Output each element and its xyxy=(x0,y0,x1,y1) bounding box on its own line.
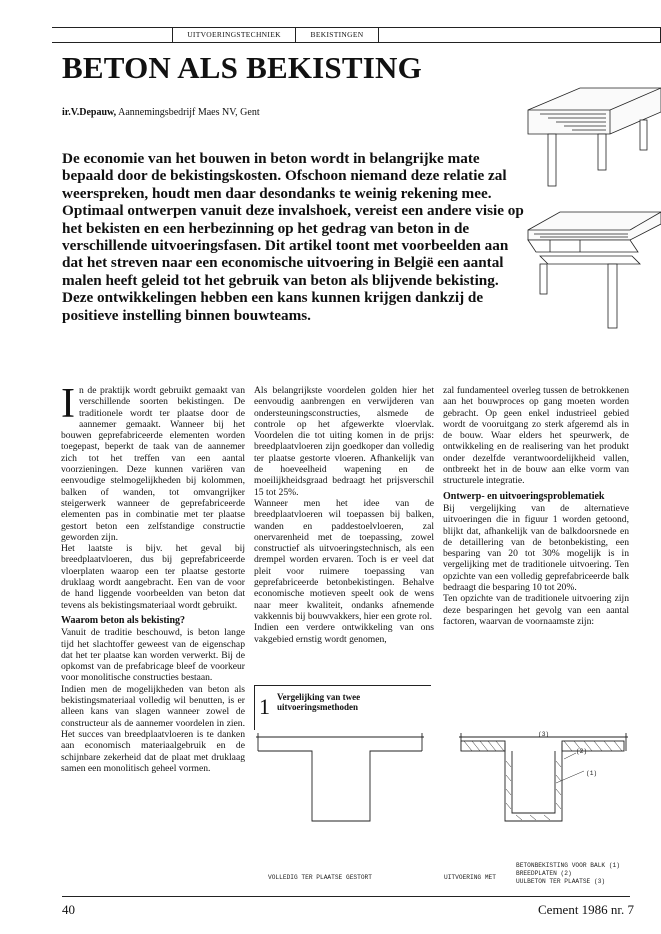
col2-p1: Als belangrijkste voordelen golden hier het eenvoudig aanbrengen en verwijderen van ondersteuningsconstructies, alsmede de controle op het afgewerkte vloervlak. Voordelen die tot uiting komen in de prijs: breedplaatvloeren zijn goedkoper dan volledig ter plaatse gestorte vloeren. Afhankelijk van de hoeveelheid wapening en de moeilijkheidsgraad bedraagt het prijsverschil 15 tot 25%. xyxy=(254,385,434,498)
section-tab-bekistingen: BEKISTINGEN xyxy=(295,28,379,42)
col2-p2: Wanneer men het idee van de breedplaatvloeren wil toepassen bij balken, wanden en paddestoelvloeren, zal onervarenheid met de toepassing, zowel constructief als uitvoeringstechnisch, als een drempel worden ervaren. Toch is er veel dat pleit voor ruimere toepassing van geprefabriceerde betonbekistingen. Behalve economische motieven speelt ook de wens naar meer kwaliteit, ondanks afnemende vakkennis bij bouwvakkers, hier een grote rol. xyxy=(254,497,434,622)
drop-cap: I xyxy=(61,381,75,427)
formwork-illustration xyxy=(520,40,661,340)
figure-label-box xyxy=(254,685,431,730)
text-column-2 xyxy=(254,385,434,645)
figure-number: 1 xyxy=(259,694,270,719)
subheading-ontwerp: Ontwerp- en uitvoeringsproblematiek xyxy=(443,490,605,502)
col3-p1: zal fundamenteel overleg tussen de betrokkenen aan het bouwproces op gang moeten worden gebracht. Op geen enkel industrieel gebied wordt de vooruitgang zo sterk afgeremd als in de bouw. Waar elders het speurwerk, de ontwikkeling en de realisering van het produkt onder dezelfde verantwoordelijkheid vallen, ontbreekt het in de bouw aan elke vorm van structurele integratie. xyxy=(443,385,629,487)
col3-p2: Bij vergelijking van de alternatieve uitvoeringen die in figuur 1 worden getoond, blijkt dat, afhankelijk van de balkdoorsnede en de detaillering van de betonbekisting, een besparing van 20 tot 30% mogelijk is in vergelijking met de traditionele uitvoering. Ten opzichte van een volledig geprefabriceerde balk bedraagt die besparing 10 tot 20%. xyxy=(443,502,629,594)
text-column-3 xyxy=(443,385,629,627)
marker-2: (2) xyxy=(576,748,588,755)
figure-title: Vergelijking van twee uitvoeringsmethoden xyxy=(277,692,361,712)
right-caption: UITVOERING MET xyxy=(444,874,496,881)
col1-p2: Het laatste is bijv. het geval bij breedplaatvloeren, dus bij geprefabriceerde vloerplaten waarop een ter plaatse gestorte druklaag wordt aangebracht. Een van de voor de hand liggende voorbeelden van beton dat tevens als bekistingsmateriaal wordt gebruikt. xyxy=(61,543,245,611)
col2-p3: Indien een verdere ontwikkeling van ons vakgebied ernstig wordt genomen, xyxy=(254,622,434,645)
footer-rule xyxy=(62,896,630,897)
lead-part-1: De economie van het bouwen in beton wordt in belangrijke mate bepaald door de bekistingskosten. Ofschoon niemand deze relatie zal weerspreken, houdt men daar desondanks te weinig rekening mee. xyxy=(62,150,507,202)
journal-reference: Cement 1986 nr. 7 xyxy=(538,902,635,917)
legend-3: UULBETON TER PLAATSE (3) xyxy=(516,878,606,885)
legend-1: BETONBEKISTING VOOR BALK (1) xyxy=(516,862,620,869)
subheading-waarom: Waarom beton als bekisting? xyxy=(61,614,185,626)
text-column-1 xyxy=(61,381,245,774)
marker-1: (1) xyxy=(586,770,598,777)
left-caption: VOLLEDIG TER PLAATSE GESTORT xyxy=(268,874,372,881)
col3-p3: Ten opzichte van de traditionele uitvoering zijn deze besparingen het gevolg van een aantal factoren, waarvan de voornaamste zijn: xyxy=(443,593,629,627)
lead-part-2: Optimaal ontwerpen vanuit deze invalshoek, vereist een andere visie op het bekisten en een herbezinning op het gedrag van beton in de verschillende uitvoeringsfasen. Dit artikel toont met voorbeelden aan dat het streven naar een economische uitvoering in België een aantal malen heeft geleid tot het gebruik van beton als blijvende bekisting. Deze ontwikkelingen hebben een kans kunnen krijgen dankzij de positieve instelling binnen bouwteams. xyxy=(62,202,524,324)
page-number: 40 xyxy=(62,902,75,917)
lead-paragraph xyxy=(62,150,532,324)
legend-2: BREEDPLATEN (2) xyxy=(516,870,572,877)
col1-p3: Vanuit de traditie beschouwd, is beton lange tijd het slachtoffer geweest van de eigenschap dat het ter plaatse kan worden verwerkt. Bij de opkomst van de prefabricage bleef de voorkeur voor monolitische constructies bestaan. xyxy=(61,627,245,684)
col1-p4: Indien men de mogelijkheden van beton als bekistingsmateriaal volledig wil benutten, is er alleen kans van slagen wanneer zowel de constructeur als de aannemer voordelen in zien. Het succes van breedplaatvloeren is te danken aan economisch materiaalgebruik en de schijnbare zekerheid dat de plaat met druklaag samen een monolitisch geheel vormen. xyxy=(61,683,245,774)
beam-comparison-figure xyxy=(254,731,630,891)
marker-3: (3) xyxy=(538,731,550,738)
author-line xyxy=(62,107,260,118)
author-name: ir.V.Depauw, xyxy=(62,107,117,118)
author-affiliation: Aannemingsbedrijf Maes NV, Gent xyxy=(118,107,260,118)
intro-paragraph xyxy=(61,381,245,543)
col1-p1: n de praktijk wordt gebruikt gemaakt van verschillende soorten bekistingen. De traditionele wordt ter plaatse door de aannemer gemaakt. Wanneer bij het bouwen geprefabriceerde elementen worden toegepast, beperkt de taak van de aannemer zich tot het treffen van een aantal voorzieningen. Deze kunnen variëren van eenvoudige stelmogelijkheden bij kolommen, balken of wanden, tot omvangrijker steigerwerk wanneer de geprefabriceerde elementen pas in combinatie met ter plaatse gestort beton een zelfstandige constructie geworden zijn. xyxy=(61,385,245,543)
article-title: BETON ALS BEKISTING xyxy=(62,50,422,85)
section-tab-uitvoeringstechniek: UITVOERINGSTECHNIEK xyxy=(172,28,295,42)
